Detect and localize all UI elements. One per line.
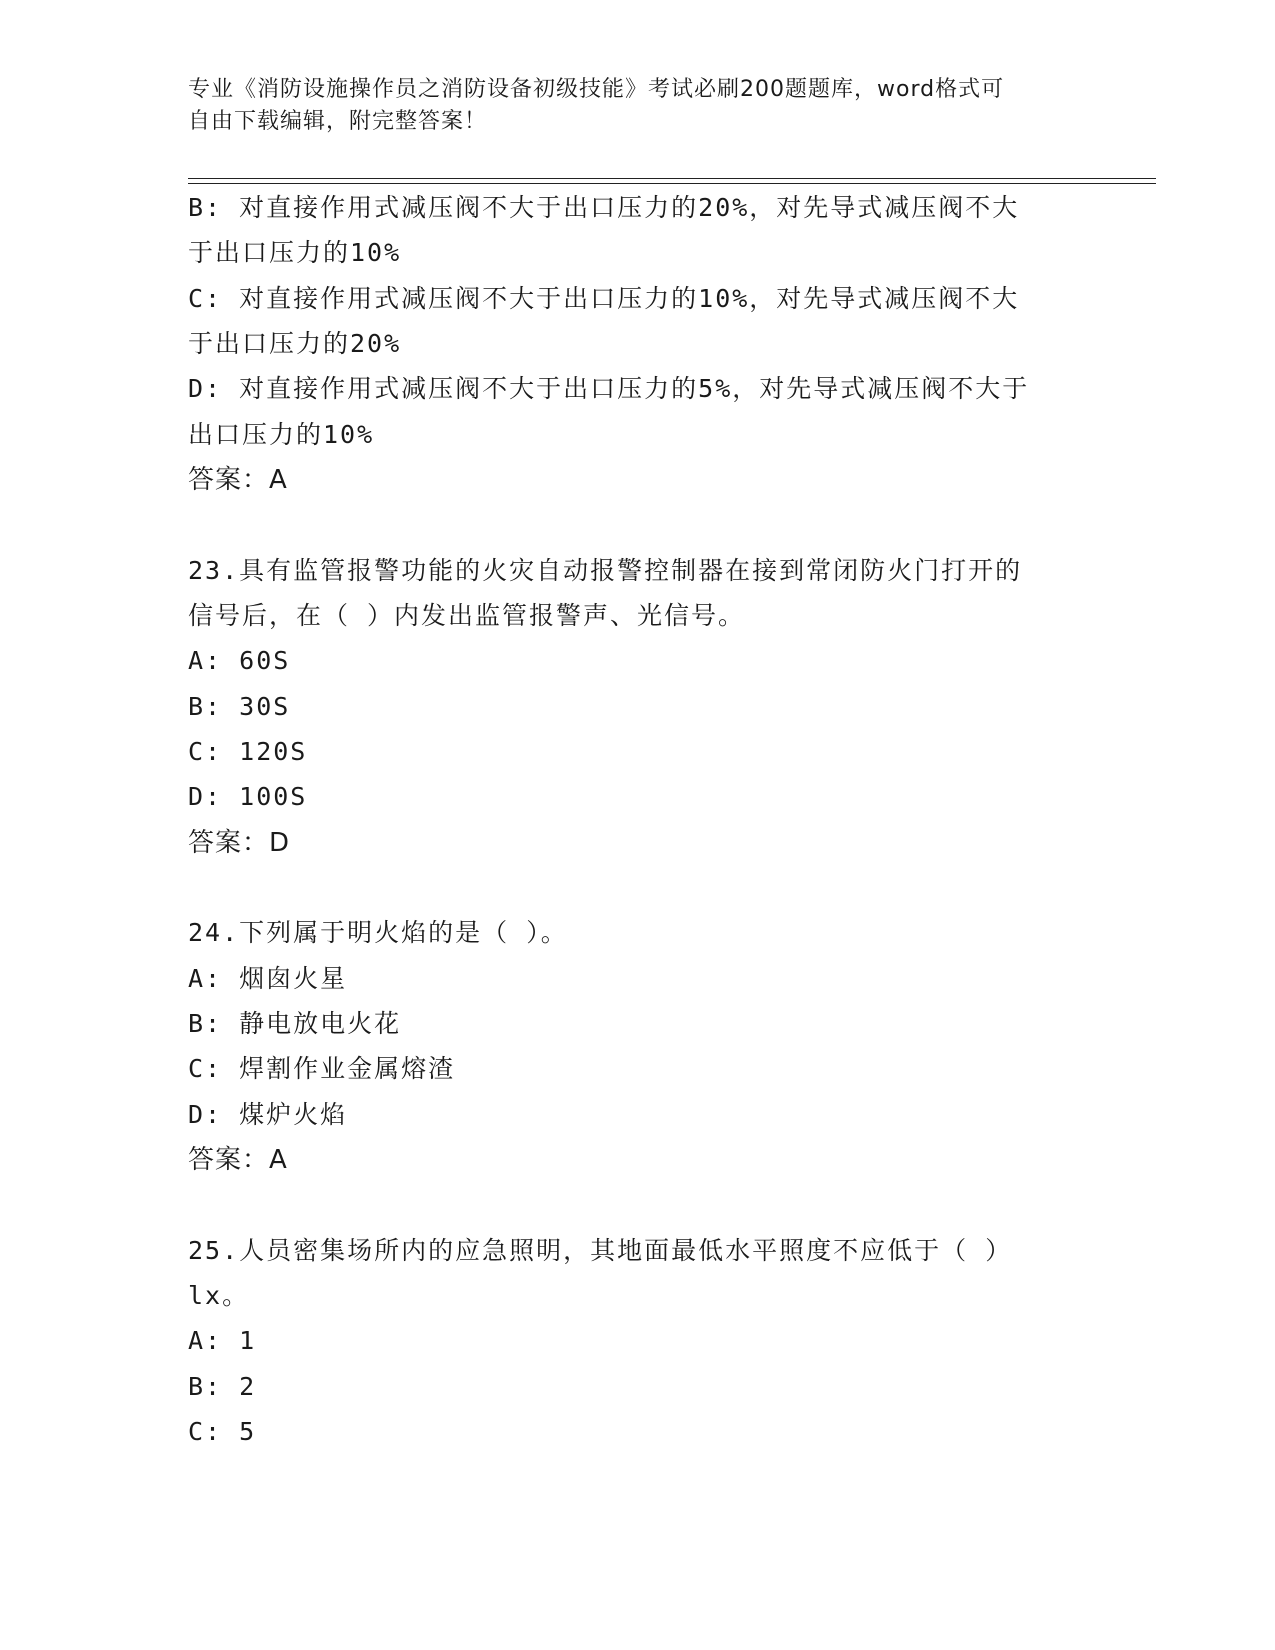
q25-option-a: A: 1 bbox=[188, 1326, 257, 1355]
q24-stem-line-1: 24.下列属于明火焰的是（ ）。 bbox=[188, 918, 568, 947]
q24-answer: 答案：A bbox=[188, 1145, 288, 1175]
q24-option-a: A: 烟囱火星 bbox=[188, 964, 348, 993]
header-line-1: 专业《消防设施操作员之消防设备初级技能》考试必刷200题题库，word格式可 bbox=[188, 77, 1005, 102]
document-header bbox=[188, 74, 1078, 138]
q24-option-b: B: 静电放电火花 bbox=[188, 1009, 402, 1038]
q22-option-b-line-1: B: 对直接作用式减压阀不大于出口压力的20%，对先导式减压阀不大 bbox=[188, 193, 1020, 222]
q22-option-c-line-2: 于出口压力的20% bbox=[188, 329, 402, 358]
q22-option-c-line-1: C: 对直接作用式减压阀不大于出口压力的10%，对先导式减压阀不大 bbox=[188, 284, 1020, 313]
q22-option-b-line-2: 于出口压力的10% bbox=[188, 238, 402, 267]
q22-answer: 答案：A bbox=[188, 465, 288, 495]
header-divider-top bbox=[188, 178, 1156, 179]
q25-option-b: B: 2 bbox=[188, 1372, 257, 1401]
q23-option-d: D: 100S bbox=[188, 782, 308, 811]
q22-option-d-line-2: 出口压力的10% bbox=[188, 420, 375, 449]
q24-option-c: C: 焊割作业金属熔渣 bbox=[188, 1054, 456, 1083]
header-line-2: 自由下载编辑，附完整答案！ bbox=[188, 109, 488, 134]
q24-option-d: D: 煤炉火焰 bbox=[188, 1100, 348, 1129]
q23-stem-line-1: 23.具有监管报警功能的火灾自动报警控制器在接到常闭防火门打开的 bbox=[188, 556, 1023, 585]
q25-stem-line-1: 25.人员密集场所内的应急照明，其地面最低水平照度不应低于（ ） bbox=[188, 1236, 1013, 1265]
q25-stem-line-2: lx。 bbox=[188, 1281, 250, 1310]
q23-stem-line-2: 信号后，在（ ）内发出监管报警声、光信号。 bbox=[188, 601, 746, 630]
q23-option-a: A: 60S bbox=[188, 646, 291, 675]
q25-option-c: C: 5 bbox=[188, 1417, 257, 1446]
header-divider-bottom bbox=[188, 183, 1156, 184]
q23-option-c: C: 120S bbox=[188, 737, 308, 766]
q23-answer: 答案：D bbox=[188, 828, 291, 858]
q23-option-b: B: 30S bbox=[188, 692, 291, 721]
q22-option-d-line-1: D: 对直接作用式减压阀不大于出口压力的5%，对先导式减压阀不大于 bbox=[188, 374, 1030, 403]
